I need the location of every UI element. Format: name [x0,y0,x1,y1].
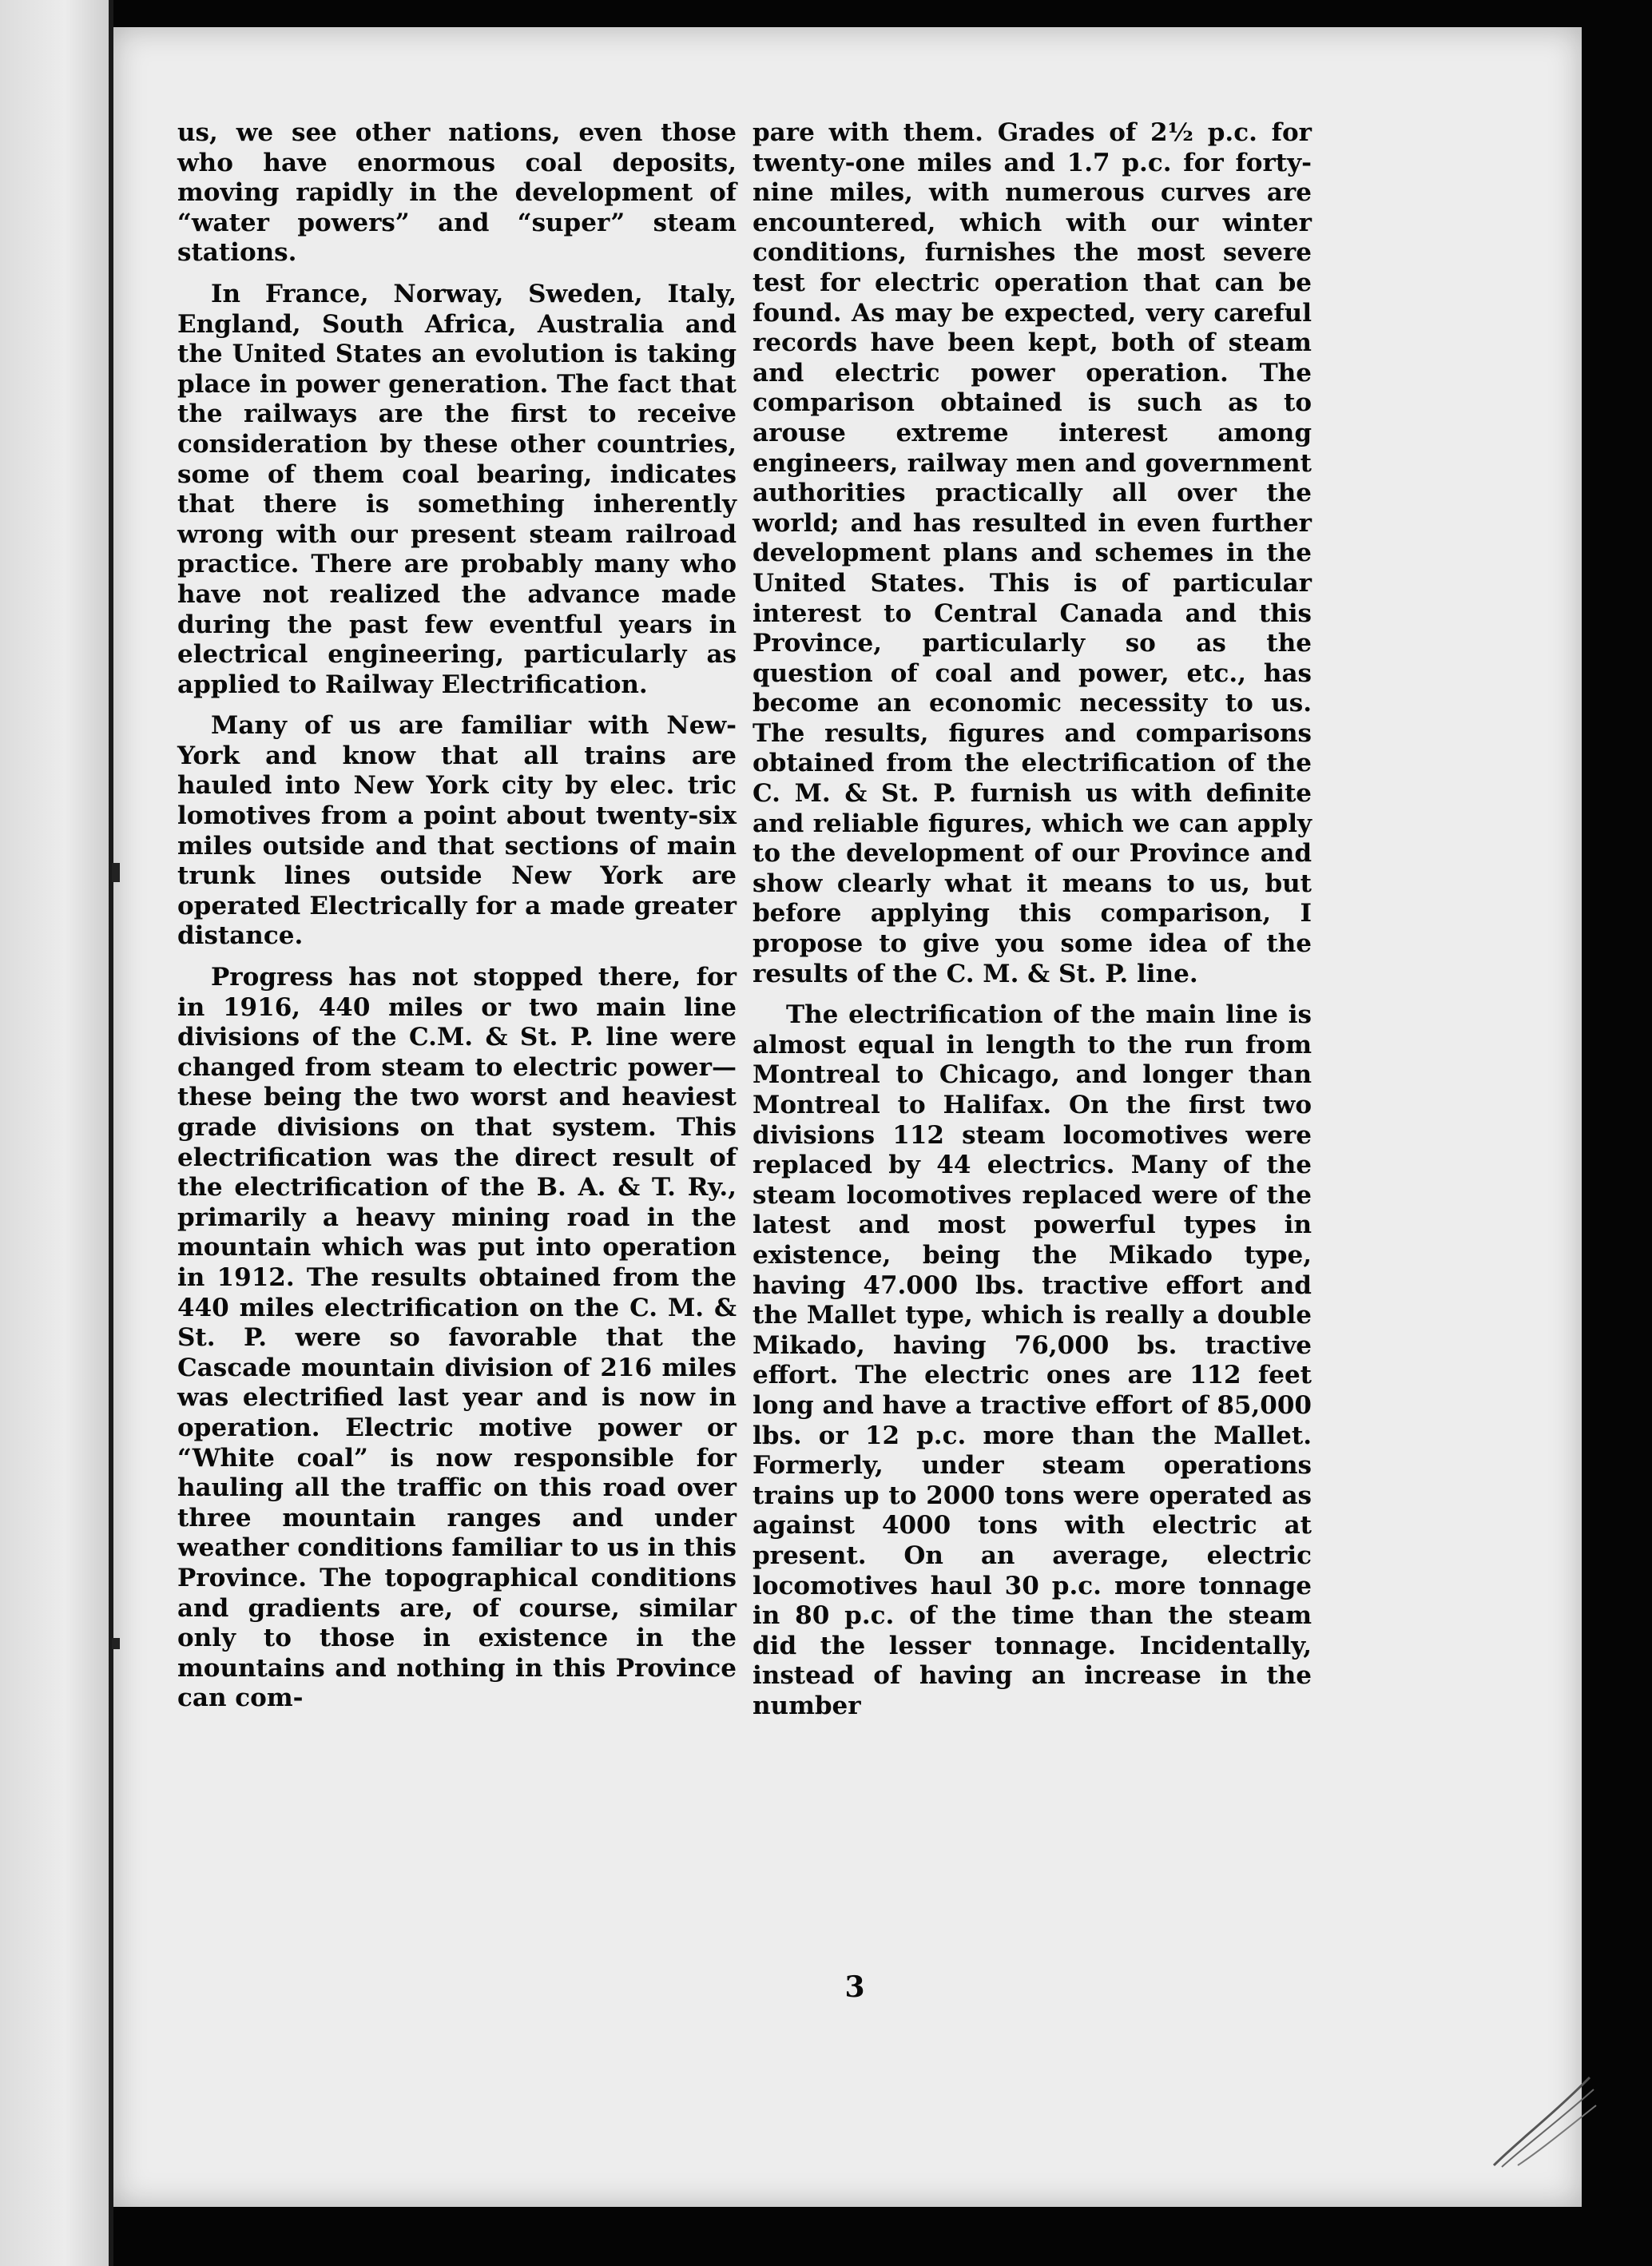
scan-margin-strip [0,0,113,2266]
page-number: 3 [844,1970,865,2004]
text-column-right [753,118,1312,1721]
text-column-left [177,118,737,1714]
binding-mark [112,863,120,882]
paragraph: Many of us are familiar with New-York and know that all trains are hauled into New York city by elec. tric lomotives from a point about twenty-six miles outside and that sections of main trunk lines outside New York are operated Electrically for a made greater distance. [177,711,737,951]
binding-mark [112,1638,120,1649]
paragraph: The electrification of the main line is almost equal in length to the run from Montreal to Chicago, and longer than Montreal to Halifax. On the first two divisions 112 steam locomotives were replaced by 44 electrics. Many of the steam locomotives replaced were of the latest and most powerful types in existence, being the Mikado type, having 47.000 lbs. tractive effort and the Mallet type, which is really a double Mikado, having 76,000 bs. tractive effort. The electric ones are 112 feet long and have a tractive effort of 85,000 lbs. or 12 p.c. more than the Mallet. Formerly, under steam operations trains up to 2000 tons were operated as against 4000 tons with electric at present. On an average, electric locomotives haul 30 p.c. more tonnage in 80 p.c. of the time than the steam did the lesser tonnage. Incidentally, instead of having an increase in the number [753,1000,1312,1720]
paragraph: In France, Norway, Sweden, Italy, England, South Africa, Australia and the United States an evolution is taking place in power generation. The fact that the railways are the first to receive consideration by these other countries, some of them coal bearing, indicates that there is something inherently wrong with our present steam railroad practice. There are probably many who have not realized the advance made during the past few eventful years in electrical engineering, particularly as applied to Railway Electrification. [177,279,737,699]
paragraph: pare with them. Grades of 2½ p.c. for twenty-one miles and 1.7 p.c. for forty-nine miles, with numerous curves are encountered, which with our winter conditions, furnishes the most severe test for electric operation that can be found. As may be expected, very careful records have been kept, both of steam and electric power operation. The comparison obtained is such as to arouse extreme interest among engineers, railway men and government authorities practically all over the world; and has resulted in even further development plans and schemes in the United States. This is of particular interest to Central Canada and this Province, particularly so as the question of coal and power, etc., has become an economic necessity to us. The results, figures and comparisons obtained from the electrification of the C. M. & St. P. furnish us with definite and reliable figures, which we can apply to the development of our Province and show clearly what it means to us, but before applying this comparison, I propose to give you some idea of the results of the C. M. & St. P. line. [753,118,1312,988]
pencil-mark-icon [1486,2061,1598,2173]
paragraph: Progress has not stopped there, for in 1916, 440 miles or two main line divisions of the C.M. & St. P. line were changed from steam to electric power—these being the two worst and heaviest grade divisions on that system. This electrification was the direct result of the electrification of the B. A. & T. Ry., primarily a heavy mining road in the mountain which was put into operation in 1912. The results obtained from the 440 miles electrification on the C. M. & St. P. were so favorable that the Cascade mountain division of 216 miles was electrified last year and is now in operation. Electric motive power or “White coal” is now responsible for hauling all the traffic on this road over three mountain ranges and under weather conditions familiar to us in this Province. The topographical conditions and gradients are, of course, similar only to those in existence in the mountains and nothing in this Province can com- [177,963,737,1713]
paragraph: us, we see other nations, even those who have enormous coal deposits, moving rapidly in the development of “water powers” and “super” steam stations. [177,118,737,268]
